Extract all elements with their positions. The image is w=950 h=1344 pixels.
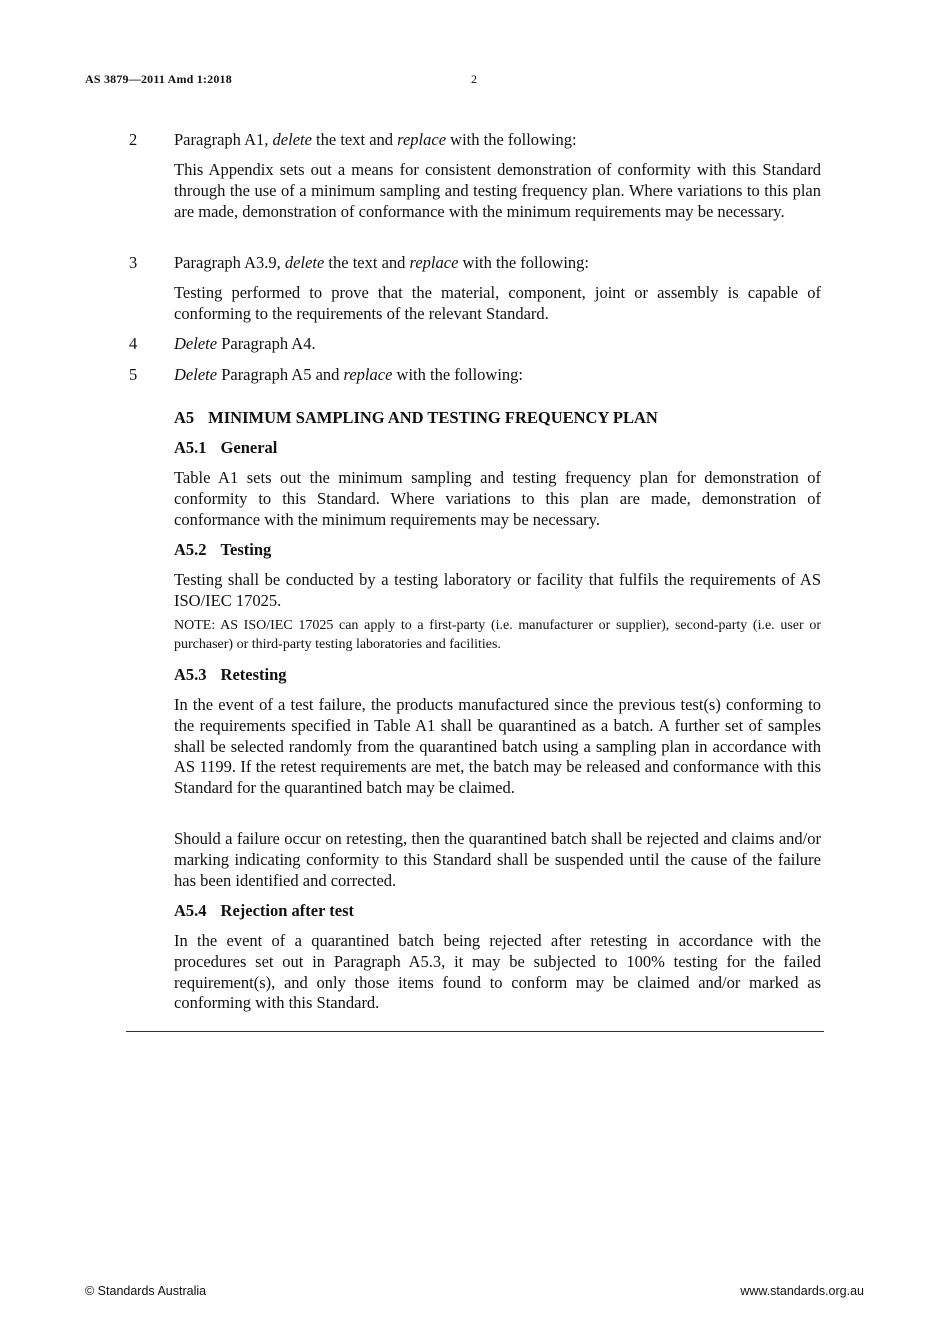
clause-title: Retesting — [220, 665, 287, 684]
clause-number: A5.2 — [174, 540, 207, 559]
item-instruction: Paragraph A1, delete the text and replace with the following: — [174, 130, 577, 149]
clause-number: A5.3 — [174, 665, 207, 684]
footer-copyright: © Standards Australia — [85, 1284, 207, 1298]
item-number: 3 — [129, 253, 138, 272]
clause-a5-2-note: NOTE: AS ISO/IEC 17025 can apply to a first-party (i.e. manufacturer or supplier), second-party (i.e. user or purchaser) or third-party testing laboratories and facilities. — [174, 618, 821, 652]
section-heading — [174, 408, 658, 428]
clause-title: Rejection after test — [220, 901, 355, 920]
item-3-replacement-text: Testing performed to prove that the material, component, joint or assembly is capable of conforming to the requirements of the relevant Standard. — [174, 283, 821, 323]
section-number: A5 — [174, 408, 195, 427]
clause-title: Testing — [220, 540, 272, 559]
clause-a5-2-paragraph: Testing shall be conducted by a testing laboratory or facility that fulfils the requirements of AS ISO/IEC 17025. — [174, 570, 821, 610]
item-number: 4 — [129, 334, 138, 353]
clause-a5-1-paragraph: Table A1 sets out the minimum sampling and testing frequency plan for demonstration of conformity to this Standard. Where variations to this plan are made, demonstration of conformance with the minimum requirements may be necessary. — [174, 468, 821, 529]
section-title: MINIMUM SAMPLING AND TESTING FREQUENCY PLAN — [208, 408, 658, 427]
item-2-replacement-text: This Appendix sets out a means for consistent demonstration of conformity with this Standard through the use of a minimum sampling and testing frequency plan. Where variations to this plan are made, demonstration of conformance with the minimum requirements may be necessary. — [174, 160, 821, 221]
document-identifier: AS 3879—2011 Amd 1:2018 — [85, 72, 232, 86]
page-number: 2 — [471, 72, 477, 86]
end-of-amendment-rule — [126, 1031, 824, 1032]
clause-heading-a5-4 — [174, 901, 354, 921]
clause-a5-4-paragraph: In the event of a quarantined batch being rejected after retesting in accordance with the procedures set out in Paragraph A5.3, it may be subjected to 100% testing for the failed requirement(s), and only those items found to conform may be claimed and/or marked as conforming with this Standard. — [174, 931, 821, 1013]
clause-number: A5.4 — [174, 901, 207, 920]
clause-a5-3-paragraph-1: In the event of a test failure, the products manufactured since the previous test(s) conforming to the requirements specified in Table A1 shall be quarantined as a batch. A further set of samples shall be selected randomly from the quarantined batch using a sampling plan in accordance with AS 1199. If the retest requirements are met, the batch may be released and conformance with this Standard for the quarantined batch may be claimed. — [174, 695, 821, 798]
clause-heading-a5-3 — [174, 665, 287, 685]
item-instruction: Delete Paragraph A5 and replace with the following: — [174, 365, 524, 384]
clause-title: General — [220, 438, 278, 457]
clause-heading-a5-2 — [174, 540, 271, 560]
item-instruction: Paragraph A3.9, delete the text and replace with the following: — [174, 253, 590, 272]
item-number: 2 — [129, 130, 138, 149]
item-instruction: Delete Paragraph A4. — [174, 334, 316, 353]
clause-heading-a5-1 — [174, 438, 277, 458]
item-number: 5 — [129, 365, 138, 384]
footer-website: www.standards.org.au — [740, 1284, 864, 1298]
clause-number: A5.1 — [174, 438, 207, 457]
clause-a5-3-paragraph-2: Should a failure occur on retesting, then the quarantined batch shall be rejected and claims and/or marking indicating conformity to this Standard shall be suspended until the cause of the failure has been identified and corrected. — [174, 829, 821, 890]
